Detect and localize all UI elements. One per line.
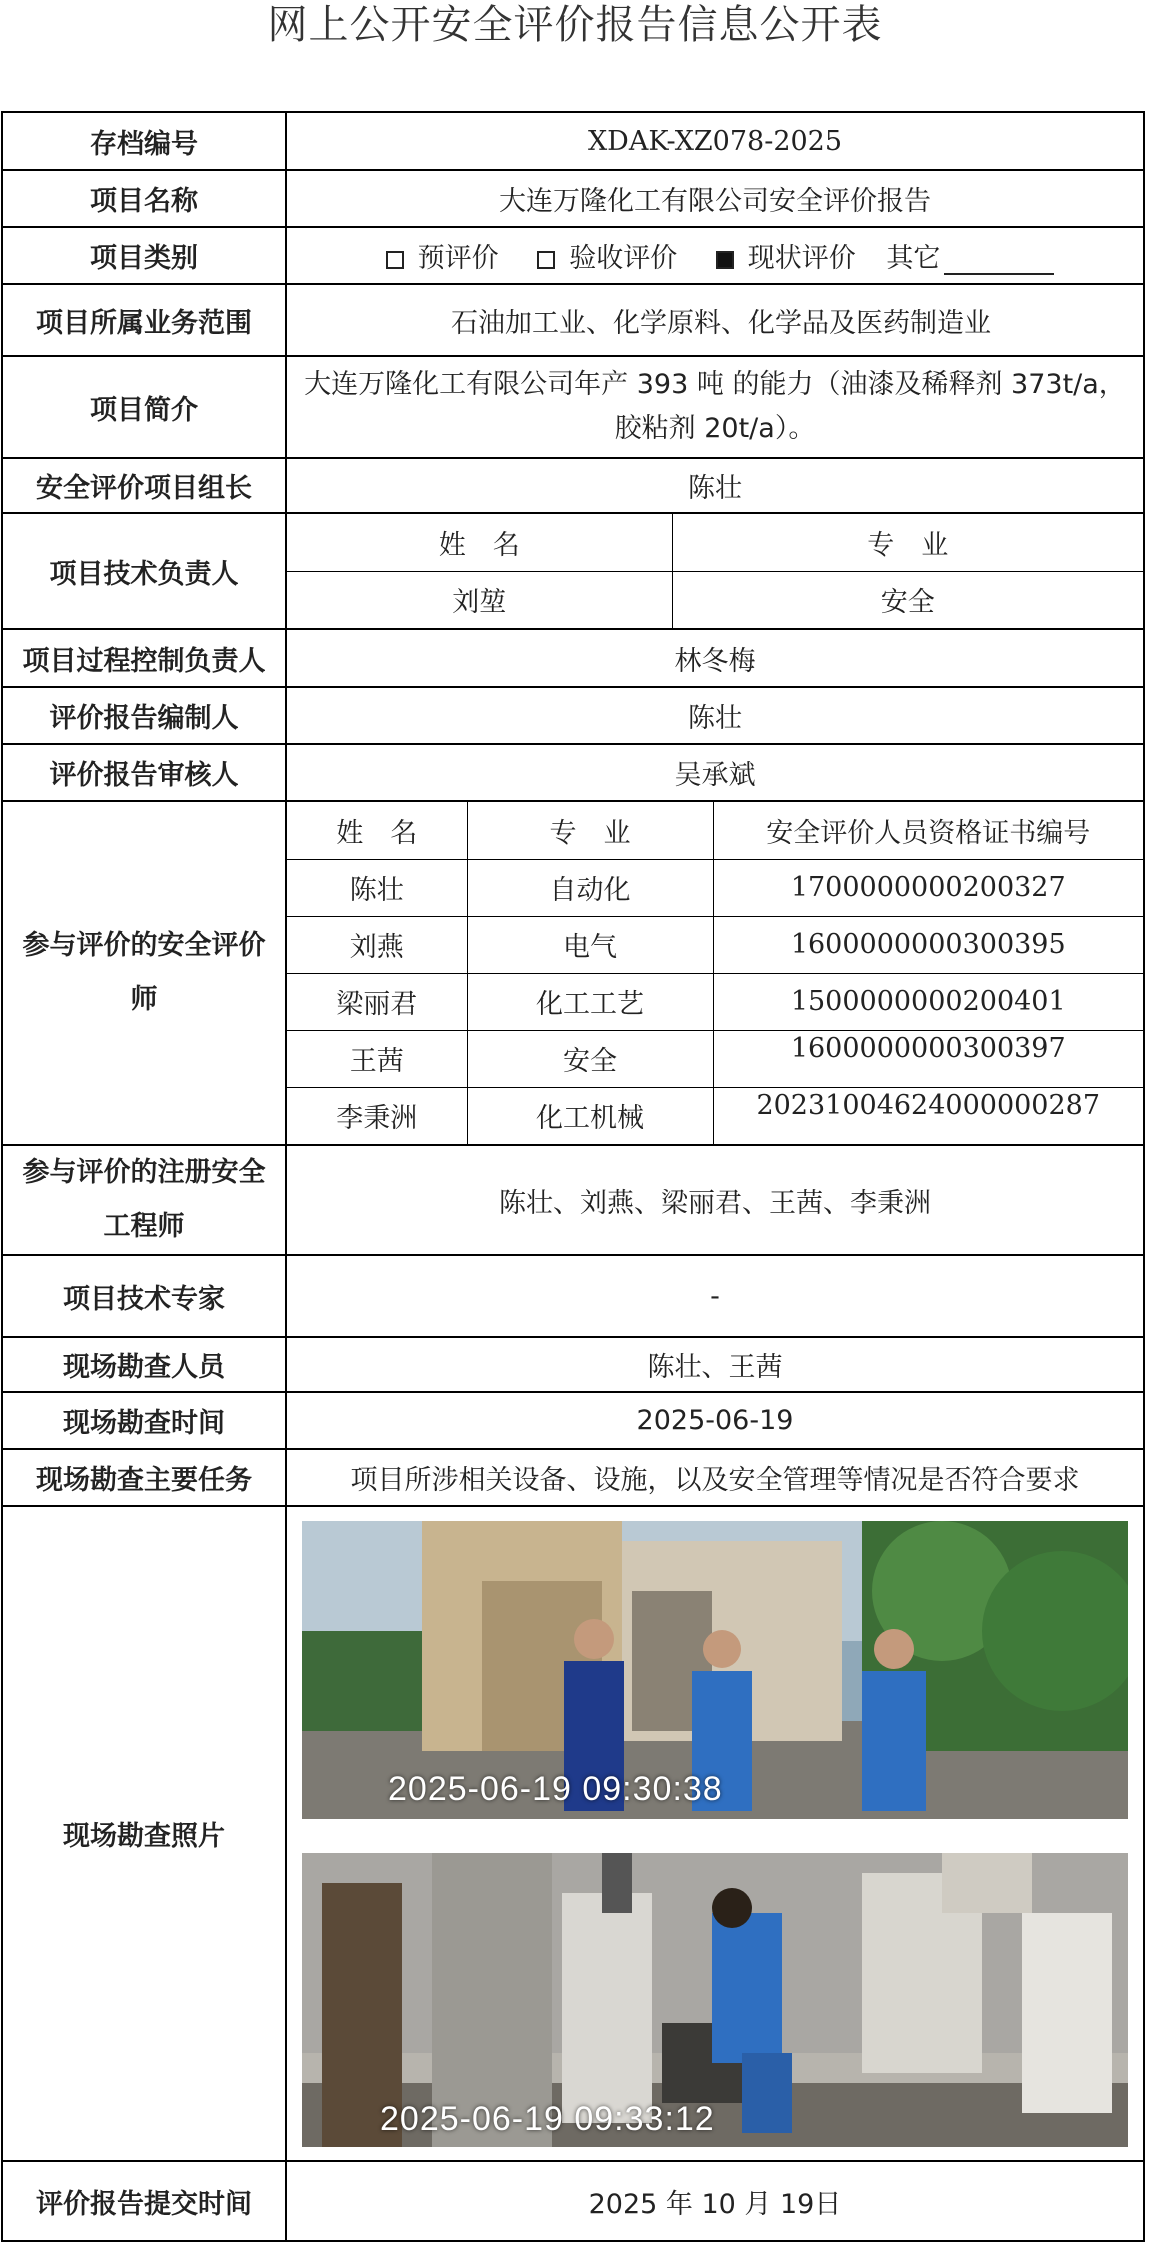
site-time-label: 现场勘查时间 bbox=[2, 1392, 286, 1449]
evaluator-major: 安全 bbox=[467, 1030, 713, 1087]
site-photos-label: 现场勘查照片 bbox=[2, 1506, 286, 2161]
evaluator-cert: 20231004624000000287 bbox=[713, 1087, 1143, 1144]
process-control-value: 林冬梅 bbox=[286, 629, 1144, 687]
row-tech-expert bbox=[2, 1255, 1144, 1337]
table-row bbox=[287, 973, 1143, 1030]
evaluators-header-row bbox=[287, 802, 1143, 859]
archive-label: 存档编号 bbox=[2, 112, 286, 170]
tech-expert-value: - bbox=[286, 1255, 1144, 1337]
evaluator-name: 李秉洲 bbox=[287, 1087, 467, 1144]
reviewer-value: 吴承斌 bbox=[286, 744, 1144, 801]
business-scope-value: 石油加工业、化学原料、化学品及医药制造业 bbox=[286, 284, 1144, 356]
site-task-value: 项目所涉相关设备、设施，以及安全管理等情况是否符合要求 bbox=[286, 1449, 1144, 1506]
evaluators-cell bbox=[286, 801, 1144, 1145]
evaluators-label-line2: 师 bbox=[130, 984, 158, 1015]
row-site-photos bbox=[2, 1506, 1144, 2161]
evaluators-label-line1: 参与评价的安全评价 bbox=[22, 930, 266, 961]
project-name-value: 大连万隆化工有限公司安全评价报告 bbox=[286, 170, 1144, 227]
tech-lead-name: 刘堃 bbox=[287, 571, 672, 628]
evaluator-major: 化工工艺 bbox=[467, 973, 713, 1030]
row-evaluators bbox=[2, 801, 1144, 1145]
evaluator-name: 王茜 bbox=[287, 1030, 467, 1087]
tech-lead-cell bbox=[286, 513, 1144, 629]
other-blank-line[interactable] bbox=[944, 249, 1054, 275]
site-staff-label: 现场勘查人员 bbox=[2, 1337, 286, 1392]
row-business-scope bbox=[2, 284, 1144, 356]
summary-value: 大连万隆化工有限公司年产 393 吨 的能力（油漆及稀释剂 373t/a，胶粘剂 20t/a）。 bbox=[286, 356, 1144, 458]
archive-value: XDAK-XZ078-2025 bbox=[286, 112, 1144, 170]
site-photo-1-timestamp: 2025-06-19 09:30:38 bbox=[388, 1769, 723, 1808]
compiler-value: 陈壮 bbox=[286, 687, 1144, 744]
row-tech-lead bbox=[2, 513, 1144, 629]
row-submit-time bbox=[2, 2161, 1144, 2241]
evaluator-major: 化工机械 bbox=[467, 1087, 713, 1144]
site-photo-2-timestamp: 2025-06-19 09:33:12 bbox=[380, 2099, 715, 2138]
site-photo-2 bbox=[302, 1853, 1128, 2147]
tech-lead-header-name: 姓 名 bbox=[287, 514, 672, 571]
option-current-eval: 现状评价 bbox=[747, 243, 856, 274]
row-team-leader bbox=[2, 458, 1144, 513]
checkbox-acceptance-eval[interactable] bbox=[537, 251, 555, 269]
table-row bbox=[287, 1030, 1143, 1087]
row-compiler bbox=[2, 687, 1144, 744]
row-site-staff bbox=[2, 1337, 1144, 1392]
site-staff-value: 陈壮、王茜 bbox=[286, 1337, 1144, 1392]
site-photo-1 bbox=[302, 1521, 1128, 1819]
site-task-label: 现场勘查主要任务 bbox=[2, 1449, 286, 1506]
site-photos-cell bbox=[286, 1506, 1144, 2161]
table-row bbox=[287, 916, 1143, 973]
tech-lead-header-major: 专 业 bbox=[672, 514, 1143, 571]
table-row bbox=[287, 859, 1143, 916]
row-project-name bbox=[2, 170, 1144, 227]
evaluators-header-cert: 安全评价人员资格证书编号 bbox=[713, 802, 1143, 859]
reviewer-label: 评价报告审核人 bbox=[2, 744, 286, 801]
option-acceptance-eval: 验收评价 bbox=[569, 243, 678, 274]
site-time-value: 2025-06-19 bbox=[286, 1392, 1144, 1449]
row-reviewer bbox=[2, 744, 1144, 801]
tech-lead-label: 项目技术负责人 bbox=[2, 513, 286, 629]
tech-expert-label: 项目技术专家 bbox=[2, 1255, 286, 1337]
evaluator-name: 陈壮 bbox=[287, 859, 467, 916]
tech-lead-major: 安全 bbox=[672, 571, 1143, 628]
project-type-label: 项目类别 bbox=[2, 227, 286, 284]
project-type-options bbox=[286, 227, 1144, 284]
project-name-label: 项目名称 bbox=[2, 170, 286, 227]
registered-engineers-label bbox=[2, 1145, 286, 1255]
evaluators-table bbox=[287, 802, 1143, 1144]
row-project-type bbox=[2, 227, 1144, 284]
row-summary bbox=[2, 356, 1144, 458]
team-leader-label: 安全评价项目组长 bbox=[2, 458, 286, 513]
evaluators-label bbox=[2, 801, 286, 1145]
evaluator-name: 梁丽君 bbox=[287, 973, 467, 1030]
evaluators-header-name: 姓 名 bbox=[287, 802, 467, 859]
evaluator-major: 自动化 bbox=[467, 859, 713, 916]
row-site-task bbox=[2, 1449, 1144, 1506]
row-site-time bbox=[2, 1392, 1144, 1449]
business-scope-label: 项目所属业务范围 bbox=[2, 284, 286, 356]
option-other: 其它 bbox=[886, 243, 941, 274]
evaluator-cert: 1600000000300395 bbox=[713, 916, 1143, 973]
evaluator-name: 刘燕 bbox=[287, 916, 467, 973]
team-leader-value: 陈壮 bbox=[286, 458, 1144, 513]
tech-lead-table bbox=[287, 514, 1143, 628]
info-table bbox=[1, 111, 1145, 2242]
registered-engineers-label-line1: 参与评价的注册安全 bbox=[22, 1157, 266, 1188]
row-registered-engineers bbox=[2, 1145, 1144, 1255]
row-archive bbox=[2, 112, 1144, 170]
evaluator-cert: 1700000000200327 bbox=[713, 859, 1143, 916]
process-control-label: 项目过程控制负责人 bbox=[2, 629, 286, 687]
table-row bbox=[287, 1087, 1143, 1144]
evaluator-major: 电气 bbox=[467, 916, 713, 973]
evaluator-cert: 1500000000200401 bbox=[713, 973, 1143, 1030]
registered-engineers-value: 陈壮、刘燕、梁丽君、王茜、李秉洲 bbox=[286, 1145, 1144, 1255]
compiler-label: 评价报告编制人 bbox=[2, 687, 286, 744]
checkbox-current-eval[interactable] bbox=[716, 251, 734, 269]
submit-time-label: 评价报告提交时间 bbox=[2, 2161, 286, 2241]
summary-label: 项目简介 bbox=[2, 356, 286, 458]
evaluators-header-major: 专 业 bbox=[467, 802, 713, 859]
evaluator-cert: 1600000000300397 bbox=[713, 1030, 1143, 1087]
registered-engineers-label-line2: 工程师 bbox=[103, 1211, 185, 1242]
submit-time-value: 2025 年 10 月 19日 bbox=[286, 2161, 1144, 2241]
option-pre-eval: 预评价 bbox=[417, 243, 499, 274]
page-title: 网上公开安全评价报告信息公开表 bbox=[267, 2, 883, 48]
checkbox-pre-eval[interactable] bbox=[386, 251, 404, 269]
row-process-control bbox=[2, 629, 1144, 687]
